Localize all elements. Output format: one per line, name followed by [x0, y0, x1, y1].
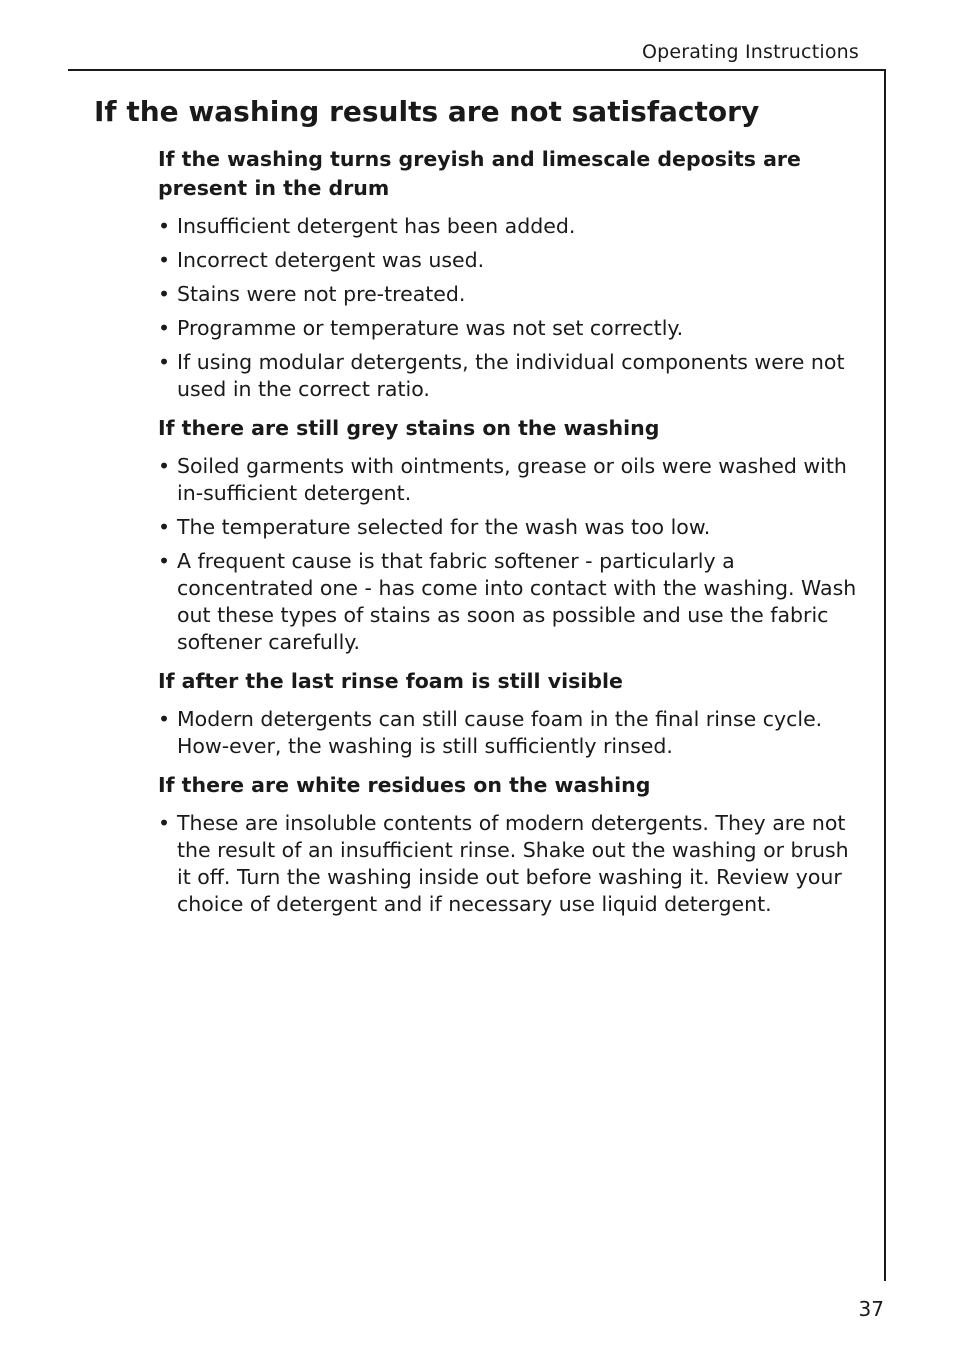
bullet-icon: • [158, 350, 171, 374]
section-heading: If the washing turns greyish and limescale deposits are present in the drum [158, 147, 801, 200]
bullet-icon: • [158, 454, 171, 478]
header-divider [68, 69, 886, 71]
section-heading: If there are still grey stains on the washing [158, 416, 660, 440]
list-item-text: Incorrect detergent was used. [177, 248, 485, 272]
section-heading: If after the last rinse foam is still visible [158, 669, 623, 693]
list-item-text: Modern detergents can still cause foam in the final rinse cycle. How-ever, the washing is still sufficiently rinsed. [177, 707, 823, 758]
list-item-text: The temperature selected for the wash was too low. [177, 515, 711, 539]
list-item-text: Stains were not pre-treated. [177, 282, 466, 306]
page-title: If the washing results are not satisfactory [94, 95, 760, 128]
bullet-list [158, 810, 858, 918]
list-item [158, 247, 858, 274]
bullet-list [158, 453, 858, 656]
margin-rule [884, 69, 886, 1281]
bullet-icon: • [158, 707, 171, 731]
running-header: Operating Instructions [641, 41, 859, 63]
list-item-text: Soiled garments with ointments, grease or oils were washed with in-sufficient detergent. [177, 454, 847, 505]
section-greyish-limescale [158, 145, 858, 403]
list-item-text: Insufficient detergent has been added. [177, 214, 576, 238]
list-item [158, 213, 858, 240]
list-item [158, 706, 858, 760]
bullet-list [158, 213, 858, 403]
section-heading: If there are white residues on the washing [158, 773, 651, 797]
section-foam-visible [158, 667, 858, 760]
list-item [158, 349, 858, 403]
list-item [158, 548, 858, 656]
list-item [158, 315, 858, 342]
list-item [158, 514, 858, 541]
list-item-text: These are insoluble contents of modern detergents. They are not the result of an insufficient rinse. Shake out the washing or brush it off. Turn the washing inside out before washing it. Review your choice of detergent and if necessary use liquid detergent. [177, 811, 849, 916]
list-item [158, 453, 858, 507]
bullet-icon: • [158, 248, 171, 272]
list-item-text: A frequent cause is that fabric softener - particularly a concentrated one - has come into contact with the washing. Wash out these types of stains as soon as possible and use the fabric softener carefully. [177, 549, 857, 654]
bullet-icon: • [158, 316, 171, 340]
list-item-text: Programme or temperature was not set correctly. [177, 316, 684, 340]
section-grey-stains [158, 414, 858, 656]
page-number: 37 [858, 1297, 884, 1321]
bullet-icon: • [158, 515, 171, 539]
bullet-icon: • [158, 811, 171, 835]
bullet-list [158, 706, 858, 760]
list-item-text: If using modular detergents, the individual components were not used in the correct ratio. [177, 350, 845, 401]
section-white-residues [158, 771, 858, 918]
bullet-icon: • [158, 549, 171, 573]
list-item [158, 281, 858, 308]
bullet-icon: • [158, 214, 171, 238]
troubleshooting-content [158, 145, 858, 929]
list-item [158, 810, 858, 918]
bullet-icon: • [158, 282, 171, 306]
